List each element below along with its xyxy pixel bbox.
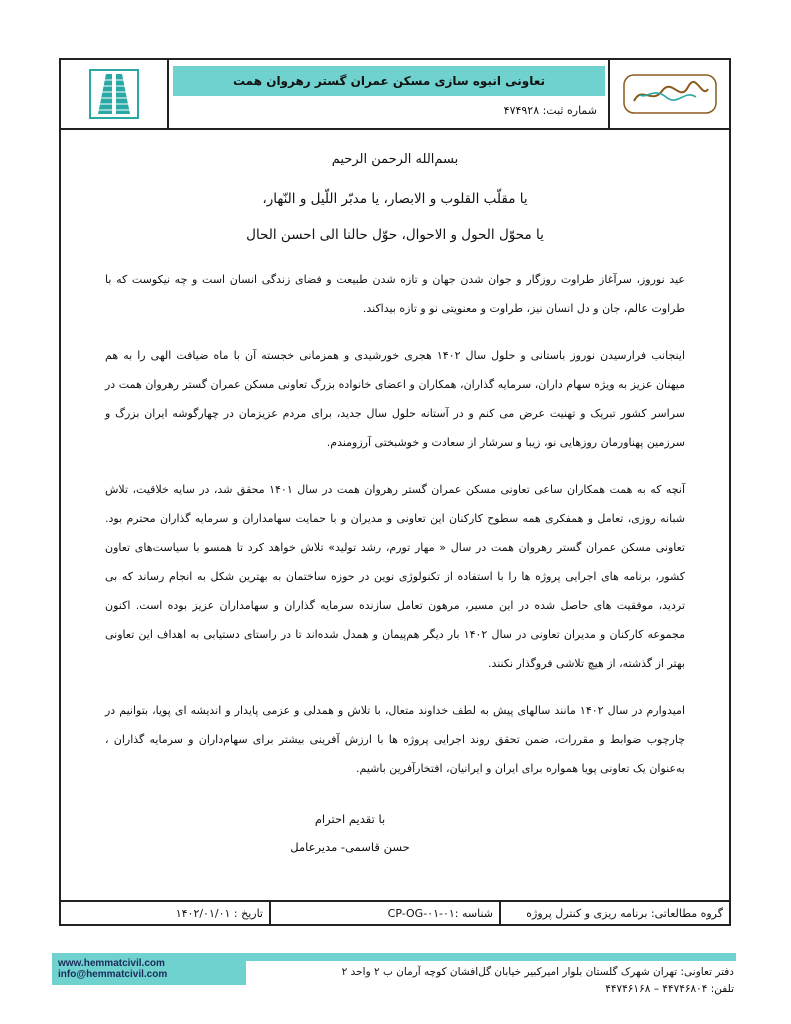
document-frame	[59, 58, 731, 926]
letterhead	[61, 60, 729, 130]
study-group: گروه مطالعاتی: برنامه ریزی و کنترل پروژه	[499, 902, 729, 924]
office-address: دفتر تعاونی: تهران شهرک گلستان بلوار امیرکبیر خیابان گل‌افشان کوچه آرمان ب ۲ واحد ۲	[341, 966, 734, 978]
building-logo-icon	[84, 66, 144, 122]
paragraph-2: اینجانب فرارسیدن نوروز باستانی و حلول سال ۱۴۰۲ هجری خورشیدی و همزمانی خجسته آن با ماه ضیافت الهی را به هم میهنان عزیز به ویژه سهام داران، سرمایه گذاران، همکاران و اعضای خانواده بزرگ تعاونی مسکن عمران گستر رهروان همت در سراسر کشور تبریک و تهنیت عرض می کنم و در آستانه حلول سال جدید، برای مردم عزیزمان در چهارگوشه ایران بزرگ و سرزمین پهناورمان روزهایی نو، زیبا و سرشار از سعادت و خوشبختی آرزومندم.	[105, 349, 685, 449]
company-title: تعاونی انبوه سازی مسکن عمران گستر رهروان همت	[173, 66, 605, 96]
office-contact	[342, 964, 734, 998]
email-link[interactable]: info@hemmatcivil.com	[58, 969, 168, 980]
footer-accent-band	[246, 953, 736, 961]
bismillah: بسم‌الله الرحمن الرحیم	[331, 152, 459, 167]
paragraph-3: آنچه که به همت همکاران ساعی تعاونی مسکن عمران گستر رهروان همت در سال ۱۴۰۱ محقق شد، در سایه خلاقیت، تلاش شبانه روزی، تعامل و همفکری همه سطوح کارکنان این تعاونی و مدیران و با حمایت سهامداران و سرمایه گذاران محترم بود. تعاونی مسکن عمران گستر رهروان همت در سال « مهار تورم، رشد تولید» تلاش خواهد کرد تا همسو با سیاست‌های تعاون کشور، برنامه های اجرایی پروژه ها را با استفاده از تکنولوژی نوین در حوزه ساختمان به بهترین شکل به انجام رساند که بی تردید، موفقیت های حاصل شده در این مسیر، مرهون تعامل سازنده سرمایه گذاران و سهامداران عزیز بوده است. اکنون مجموعه کارکنان و مدیران تعاونی در سال ۱۴۰۲ بار دیگر هم‌پیمان و همدل شده‌اند تا در راستای دستیابی به اهداف این تعاونی بهتر از گذشته، از هیچ تلاشی فروگذار نکنند.	[105, 483, 685, 670]
closing-line: با تقدیم احترام	[314, 812, 386, 826]
company-logo	[61, 60, 169, 128]
document-id: شناسه :CP-OG-۰۱-۰۱	[269, 902, 499, 924]
paragraph-4: امیدوارم در سال ۱۴۰۲ مانند سالهای پیش به لطف خداوند متعال، با تلاش و همدلی و عزمی پایدار و اندیشه ای پویا، بتوانیم در چارچوب ضوابط و مقررات، ضمن تحقق روند اجرایی پروژه ها با ارزش آفرینی بیشتر برای سهام‌داران و سرمایه گذاران ، به‌عنوان یک تعاونی پویا همواره برای ایران و ایرانیان، افتخارآفرین باشیم.	[105, 704, 685, 775]
paragraph-1: عید نوروز، سرآغاز طراوت روزگار و جوان شدن جهان و تازه شدن طبیعت و فضای زندگی انسان است و چه نیکوست که با طراوت عالم، جان و دل انسان نیز، طراوت و معنویتی نو و تازه بیداکند.	[105, 273, 685, 315]
website-link[interactable]: www.hemmatcivil.com	[58, 958, 165, 969]
contact-web	[52, 953, 246, 985]
signatory-name: حسن قاسمی- مدیرعامل	[290, 840, 410, 854]
document-date: تاریخ : ۱۴۰۲/۰۱/۰۱	[175, 906, 263, 920]
invocation-line-2: یا محوّل الحول و الاحوال، حوّل حالنا الی احسن الحال	[246, 227, 544, 243]
calligraphy-logo-icon	[622, 73, 718, 115]
slogan-logo	[608, 60, 729, 128]
registration-number: شماره ثبت: ۴۷۴۹۲۸	[503, 104, 597, 117]
office-phone: تلفن: ۴۴۷۴۶۸۰۴ – ۴۴۷۴۶۱۶۸	[605, 983, 734, 995]
invocation-line-1: یا مقلّب القلوب و الابصار، یا مدبّر اللّیل و النّهار،	[262, 191, 528, 207]
document-meta-row	[61, 900, 729, 924]
signature-block	[105, 805, 685, 861]
letter-body	[105, 146, 685, 861]
